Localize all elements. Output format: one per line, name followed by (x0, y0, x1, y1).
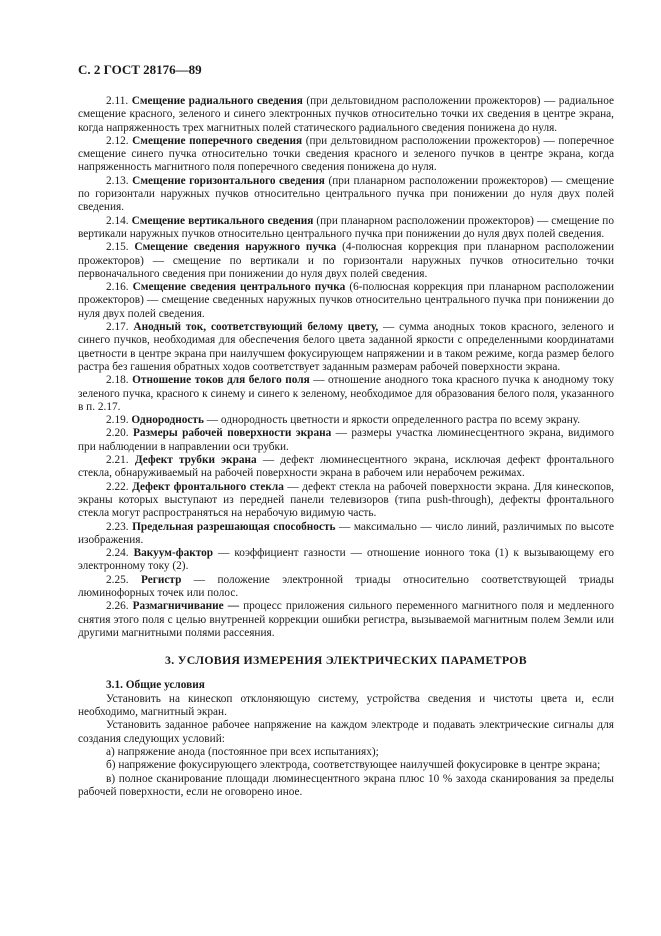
definition-text: — сумма анодных токов красного, зеленого и синего пучков, необходимая для обеспечения белого цвета заданной яркости с определенными координатами цветности в центре экрана при наилучшем фокусирующем напряжении и в таком режиме, когда размер белого растра без гашения обратных ходов соответствует заданным размерам рабочей поверхности экрана. (78, 321, 615, 373)
definition-text: — отношение анодного тока красного пучка к анодному току зеленого пучка, красного к синему и синего к зеленому, необходимое для образования белого поля, указанного в п. 2.17. (78, 374, 614, 413)
definition-paragraph (78, 281, 614, 321)
definition-paragraph (78, 427, 614, 454)
section-title: 3. УСЛОВИЯ ИЗМЕРЕНИЯ ЭЛЕКТРИЧЕСКИХ ПАРАМЕТРОВ (165, 653, 527, 668)
definition-paragraph (78, 135, 614, 175)
definition-paragraph (78, 454, 614, 481)
definition-term: Смещение сведения центрального пучка (132, 281, 346, 294)
definition-term: Регистр (141, 573, 182, 586)
document-body (78, 95, 614, 799)
condition-item: а) напряжение анода (постоянное при всех испытаниях); (106, 745, 379, 758)
definition-term: Размагничивание — (132, 600, 240, 613)
definition-text: — однородность цветности и яркости определенного растра по всему экрану. (203, 414, 581, 427)
definition-number: 2.20. (106, 427, 129, 440)
definition-text: — размеры участка люминесцентного экрана, видимого при наблюдении в направлении оси трубки. (78, 427, 614, 453)
definition-text: (4-полюсная коррекция при планарном расположении прожекторов) — смещение по вертикали и по горизонтали наружных пучков относительно точки первоначального сведения при понижении до нуля двух полей сведения. (78, 241, 614, 280)
definition-term: Отношение токов для белого поля (132, 374, 310, 387)
definition-number: 2.19. (106, 414, 129, 427)
condition-item: б) напряжение фокусирующего электрода, соответствующее наилучшей фокусировке в центре экрана; (106, 759, 601, 772)
definition-number: 2.26. (106, 600, 129, 613)
definition-term: Предельная разрешающая способность (132, 520, 336, 533)
definition-paragraph (78, 175, 614, 215)
definition-number: 2.21. (106, 454, 129, 467)
definition-paragraph (78, 95, 614, 135)
definition-text: (при планарном расположении прожекторов) — смещение по горизонтали наружных пучков относительно центрального пучка при понижении до нуля двух полей сведения. (78, 174, 614, 214)
definition-number: 2.17. (106, 321, 129, 334)
definition-paragraph (78, 321, 614, 374)
definition-number: 2.24. (106, 547, 129, 560)
definition-text: — дефект люминесцентного экрана, исключая дефект фронтального стекла, обнаруживаемый на рабочей поверхности экрана в рабочем или нерабочем режимах. (78, 454, 614, 480)
definition-number: 2.23. (106, 520, 129, 533)
definition-term: Анодный ток, соответствующий белому цвету, (133, 321, 379, 334)
definition-text: (при дельтовидном расположении прожекторов) — поперечное смещение синего пучка относительно точки сведения красного и зеленого пучков в центре экрана, когда напряженность магнитного поля поперечного сведения понижена до нуля. (78, 134, 615, 174)
definition-text: (при планарном расположении прожекторов) — смещение по вертикали наружных пучков относительно центрального пучка при понижении до нуля двух полей сведения. (78, 214, 615, 240)
definition-number: 2.11. (106, 95, 129, 107)
definition-paragraph (78, 521, 614, 548)
definition-text: (6-полюсная коррекция при планарном расположении прожекторов) — смещение сведенных наружных пучков относительно центрального пучка при понижении до нуля двух полей сведения. (78, 281, 614, 320)
definition-text: процесс приложения сильного переменного магнитного поля и медленного снятия этого поля с целью внутренней коррекции ошибки регистра, вызываемой магнитным полем Земли или другими магнитными полями рассеяния. (78, 600, 615, 639)
definition-text: — коэффициент газности — отношение ионного тока (1) к вызывающему его электронному току (2). (78, 547, 614, 573)
definition-number: 2.16. (106, 281, 129, 294)
definition-number: 2.22. (106, 480, 129, 493)
paragraph: Установить на кинескоп отклоняющую систему, устройства сведения и чистоты цвета и, если необходимо, магнитный экран. (78, 692, 614, 719)
definition-paragraph (78, 215, 614, 242)
definition-term: Размеры рабочей поверхности экрана (133, 427, 332, 440)
definition-paragraph (78, 374, 614, 414)
definition-term: Смещение радиального сведения (131, 95, 303, 107)
definition-text: — положение электронной триады относительно соответствующей триады люминофорных точек или полос. (78, 573, 614, 599)
definition-number: 2.25. (106, 573, 129, 586)
conditions-list (78, 746, 614, 799)
definition-number: 2.12. (106, 134, 129, 147)
definition-paragraph (78, 600, 614, 640)
definition-number: 2.15. (106, 241, 129, 254)
definition-number: 2.14. (106, 214, 129, 227)
definition-term: Дефект трубки экрана (134, 454, 257, 467)
definitions-list (78, 95, 614, 640)
paragraph: Установить заданное рабочее напряжение на каждом электроде и подавать электрические сигналы для создания следующих условий: (78, 719, 614, 745)
definition-term: Смещение сведения наружного пучка (134, 241, 337, 254)
condition-item: в) полное сканирование площади люминесцентного экрана плюс 10 % захода сканирования за пределы рабочей поверхности, если не оговорено иное. (78, 772, 614, 798)
definition-text: — дефект стекла на рабочей поверхности экрана. Для кинескопов, экраны которых выступают из передней панели телевизоров (типа push-through), дефекты фронтального стекла могут распространяться на нерабочую видимую часть. (78, 480, 614, 520)
subsection-heading: 3.1. Общие условия (106, 679, 205, 692)
definition-paragraph (78, 547, 614, 574)
definition-text: (при дельтовидном расположении прожекторов) — радиальное смещение красного, зеленого и синего электронных пучков относительно точки их сведения в центре экрана, когда напряженность трех магнитных полей статического радиального сведения понижена до нуля. (78, 95, 615, 134)
definition-term: Вакуум-фактор (133, 547, 214, 560)
definition-paragraph (78, 414, 614, 427)
definition-text: — максимально — число линий, различимых по высоте изображения. (78, 520, 614, 546)
definition-term: Дефект фронтального стекла (132, 480, 284, 493)
definition-term: Смещение поперечного сведения (132, 134, 303, 147)
definition-number: 2.18. (106, 374, 129, 387)
definition-term: Смещение вертикального сведения (131, 214, 314, 227)
definition-term: Однородность (131, 414, 204, 427)
definition-paragraph (78, 481, 614, 521)
definition-paragraph (78, 574, 614, 601)
definition-paragraph (78, 241, 614, 281)
definition-number: 2.13. (106, 174, 129, 187)
definition-term: Смещение горизонтального сведения (132, 174, 325, 187)
page-header: С. 2 ГОСТ 28176—89 (78, 62, 202, 77)
